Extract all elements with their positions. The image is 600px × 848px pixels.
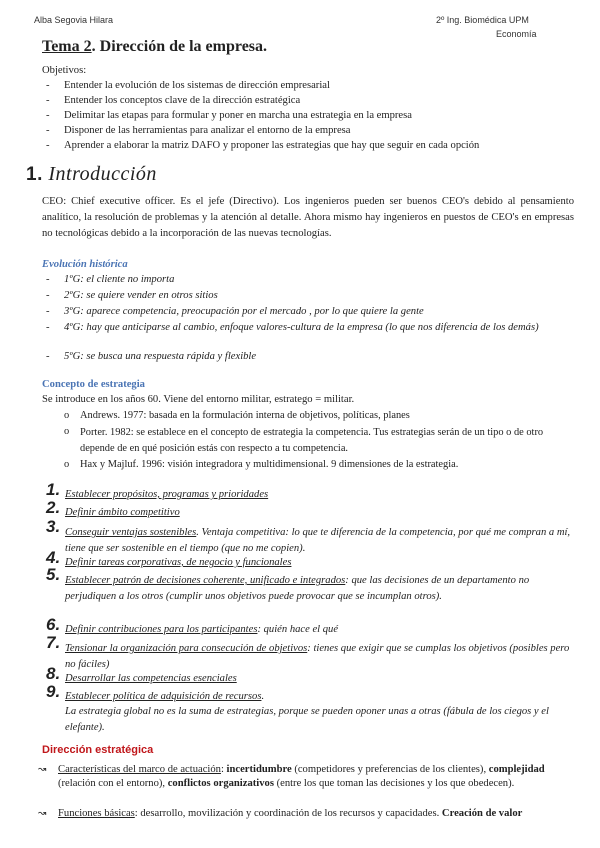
intro-paragraph: CEO: Chief executive officer. Es el jefe (Directivo). Los ingenieros pueden ser buenos CEO's debido al pensamiento analítico, la resolución de problemas y la atención al detalle. Ahora mismo hay ingenieros en puestos de CEO's en empresas no tecnológicas debido a la incorporación de las nuevas tecnologías. [42,196,574,239]
direccion-item-1: Características del marco de actuación: incertidumbre (competidores y preferencias de los clientes), complejidad (relación con el entorno), conflictos organizativos (entre los que toman las decisiones y los que obedecen). [58,764,545,789]
header-author: Alba Segovia Hilara [34,15,114,25]
estrategia-heading: Concepto de estrategia [42,379,145,390]
arrow-icon: ↝ [38,808,47,819]
section-heading: 1. Introducción [26,163,157,185]
arrow-icon: ↝ [38,764,47,775]
direccion-item-2: Funciones básicas: desarrollo, movilización y coordinación de los recursos y capacidades. Creación de valor [58,808,523,819]
header-course: 2º Ing. Biomédica UPM [436,15,529,25]
direccion-heading: Dirección estratégica [42,744,154,756]
evolucion-heading: Evolución histórica [42,259,128,270]
estrategia-intro: Se introduce en los años 60. Viene del entorno militar, estratego = militar. [42,394,355,405]
title-prefix: Tema 2 [42,38,92,55]
page-title [42,40,267,54]
section-title: Introducción [48,163,157,185]
dimensiones-note: La estrategia global no es la suma de estrategias, porque se pueden oponer unas a otras (fábula de los ciegos y el elefante). [65,706,549,733]
header-subject: Economía [496,29,537,39]
title-rest: . Dirección de la empresa. [91,38,268,55]
objectives-label: Objetivos: [42,65,87,76]
